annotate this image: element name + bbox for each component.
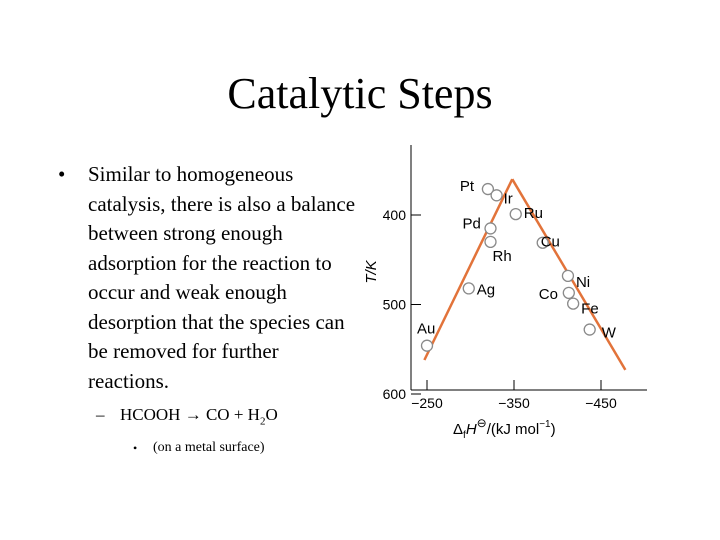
x-tick-label: −350 bbox=[498, 395, 530, 411]
enthalpy-symbol: H bbox=[465, 421, 477, 438]
reaction-products: CO + H bbox=[201, 405, 260, 424]
point-label-ag: Ag bbox=[476, 281, 496, 299]
reaction-reactant: HCOOH bbox=[120, 405, 185, 424]
bullet-text: Similar to homogeneous catalysis, there is also a balance between strong enough adsorption for the reaction to occur and weak enough desorption that the species can be removed for further reactions. bbox=[88, 162, 356, 393]
point-label-ir: Ir bbox=[503, 190, 513, 208]
point-label-ni: Ni bbox=[575, 273, 591, 291]
units-close: ) bbox=[550, 421, 556, 438]
point-label-fe: Fe bbox=[581, 300, 599, 318]
data-point-ag bbox=[463, 283, 474, 294]
data-point-ni bbox=[562, 270, 573, 281]
bullet-list bbox=[58, 160, 358, 458]
data-point-ru bbox=[510, 209, 521, 220]
reaction-tail: O bbox=[265, 405, 278, 424]
y-tick-label: 600 bbox=[382, 386, 406, 402]
data-point-pd bbox=[485, 223, 496, 234]
point-label-cu: Cu bbox=[540, 233, 560, 251]
volcano-chart bbox=[350, 140, 655, 445]
point-label-ru: Ru bbox=[523, 205, 543, 223]
standard-state-symbol: ⊖ bbox=[476, 416, 487, 430]
y-tick-label: 400 bbox=[382, 207, 406, 223]
sub-bullet-item bbox=[58, 404, 358, 432]
bullet-dot: • bbox=[133, 441, 138, 456]
delta-symbol: Δ bbox=[453, 421, 464, 438]
slide-title: Catalytic Steps bbox=[227, 69, 493, 118]
trend-line bbox=[424, 179, 512, 360]
x-axis-title bbox=[453, 416, 556, 441]
bullet-item bbox=[58, 160, 358, 396]
y-tick-label: 500 bbox=[382, 296, 406, 313]
axes bbox=[411, 145, 647, 390]
reaction-text bbox=[120, 405, 278, 428]
point-label-rh: Rh bbox=[492, 247, 512, 265]
units-text: /(kJ mol bbox=[486, 421, 540, 438]
data-point-au bbox=[422, 340, 433, 351]
reaction-arrow: → bbox=[184, 405, 202, 424]
point-label-co: Co bbox=[538, 285, 558, 303]
x-tick-label: −250 bbox=[411, 395, 443, 411]
data-point-rh bbox=[485, 236, 496, 247]
dash-marker: – bbox=[96, 405, 105, 424]
x-tick-label: −450 bbox=[585, 395, 617, 411]
bullet-dot: • bbox=[58, 162, 66, 186]
data-points bbox=[417, 178, 617, 351]
data-point-fe bbox=[568, 298, 579, 309]
data-point-ir bbox=[491, 190, 502, 201]
point-label-pd: Pd bbox=[462, 215, 481, 233]
point-label-w: W bbox=[601, 324, 616, 342]
point-label-au: Au bbox=[417, 320, 436, 338]
subscript-two: 2 bbox=[259, 415, 266, 428]
data-point-co bbox=[563, 287, 574, 298]
data-point-w bbox=[584, 324, 595, 335]
point-label-pt: Pt bbox=[459, 178, 475, 196]
y-axis-title: T/K bbox=[363, 260, 380, 284]
formation-subscript: f bbox=[463, 430, 466, 441]
sub-sub-bullet-item bbox=[58, 438, 358, 458]
surface-note: (on a metal surface) bbox=[153, 440, 265, 456]
units-exponent: −1 bbox=[539, 419, 551, 430]
